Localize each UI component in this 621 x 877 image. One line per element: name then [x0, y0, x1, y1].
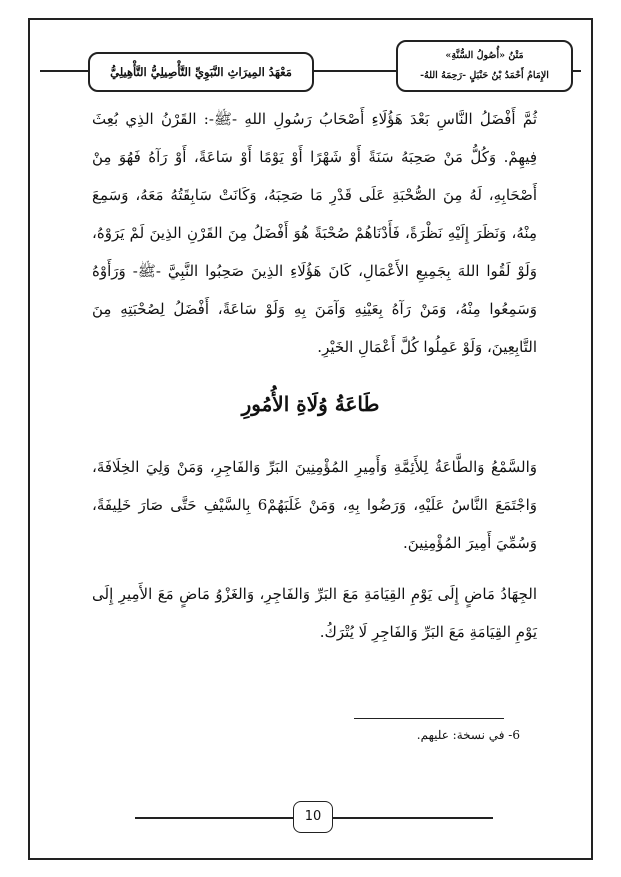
footer-rule-left	[135, 817, 293, 819]
paragraph-obedience: وَالسَّمْعُ وَالطَّاعَةُ لِلأَئِمَّةِ وَأَمِيرِ المُؤْمِنِينَ البَرِّ وَالفَاجِرِ، وَمَنْ وَلِيَ الخِلَافَةَ، وَاجْتَمَعَ النَّاسُ عَلَيْهِ، وَرَضُوا بِهِ، وَمَنْ غَلَبَهُمْ6 بِالسَّيْفِ حَتَّى صَارَ خَلِيفَةً، وَسُمِّيَ أَمِيرَ المُؤْمِنِينَ.	[92, 458, 538, 552]
page-number: 10	[293, 801, 333, 833]
institute-title-box	[88, 52, 314, 92]
book-title: مَتْنُ «أُصُولُ السُّنَّةِ»	[445, 50, 524, 61]
footnote-separator	[354, 718, 504, 719]
author-name: الإِمَامُ أَحْمَدُ بْنُ حَنْبَلٍ -رَحِمَهُ اللهُ-	[420, 70, 549, 81]
book-title-box	[396, 40, 573, 92]
institute-title: مَعْهَدُ المِيرَاثِ النَّبَوِيِّ التَّأْصِيلِيُّ التَّأْهِيلِيُّ	[110, 65, 292, 79]
footer-rule-right	[333, 817, 493, 819]
paragraph-companions: ثُمَّ أَفْضَلُ النَّاسِ بَعْدَ هَؤُلَاءِ أَصْحَابُ رَسُولِ اللهِ -ﷺ-: القَرْنُ الذِي بُعِثَ فِيهِمْ. وَكُلُّ مَنْ صَحِبَهُ سَنَةً أَوْ شَهْرًا أَوْ يَوْمًا أَوْ سَاعَةً، أَوْ رَآهُ فَهُوَ مِنْ أَصْحَابِهِ، لَهُ مِنَ الصُّحْبَةِ عَلَى قَدْرِ مَا صَحِبَهُ، وَكَانَتْ سَابِقَتُهُ مَعَهُ، وَسَمِعَ مِنْهُ، وَنَظَرَ إِلَيْهِ نَظْرَةً، فَأَدْنَاهُمْ صُحْبَةً هُوَ أَفْضَلُ مِنَ القَرْنِ الذِينَ لَمْ يَرَوْهُ، وَلَوْ لَقُوا اللهَ بِجَمِيعِ الأَعْمَالِ، كَانَ هَؤُلَاءِ الذِينَ صَحِبُوا النَّبِيَّ -ﷺ- وَرَأَوْهُ وَسَمِعُوا مِنْهُ، وَمَنْ رَآهُ بِعَيْنِهِ وَآمَنَ بِهِ وَلَوْ سَاعَةً، أَفْضَلُ لِصُحْبَتِهِ مِنَ التَّابِعِينَ، وَلَوْ عَمِلُوا كُلَّ أَعْمَالِ الخَيْرِ.	[92, 110, 537, 356]
section-heading: طَاعَةُ وُلَاةِ الأُمُورِ	[241, 392, 380, 416]
footnote: 6- في نسخة: عليهم.	[416, 728, 520, 742]
paragraph-jihad: الجِهَادُ مَاضٍ إِلَى يَوْمِ القِيَامَةِ مَعَ البَرِّ وَالفَاجِرِ، وَالغَزْوُ مَاضٍ مَعَ الأَمِيرِ إِلَى يَوْمِ القِيَامَةِ مَعَ البَرِّ وَالفَاجِرِ لَا يُتْرَكُ.	[92, 585, 537, 641]
